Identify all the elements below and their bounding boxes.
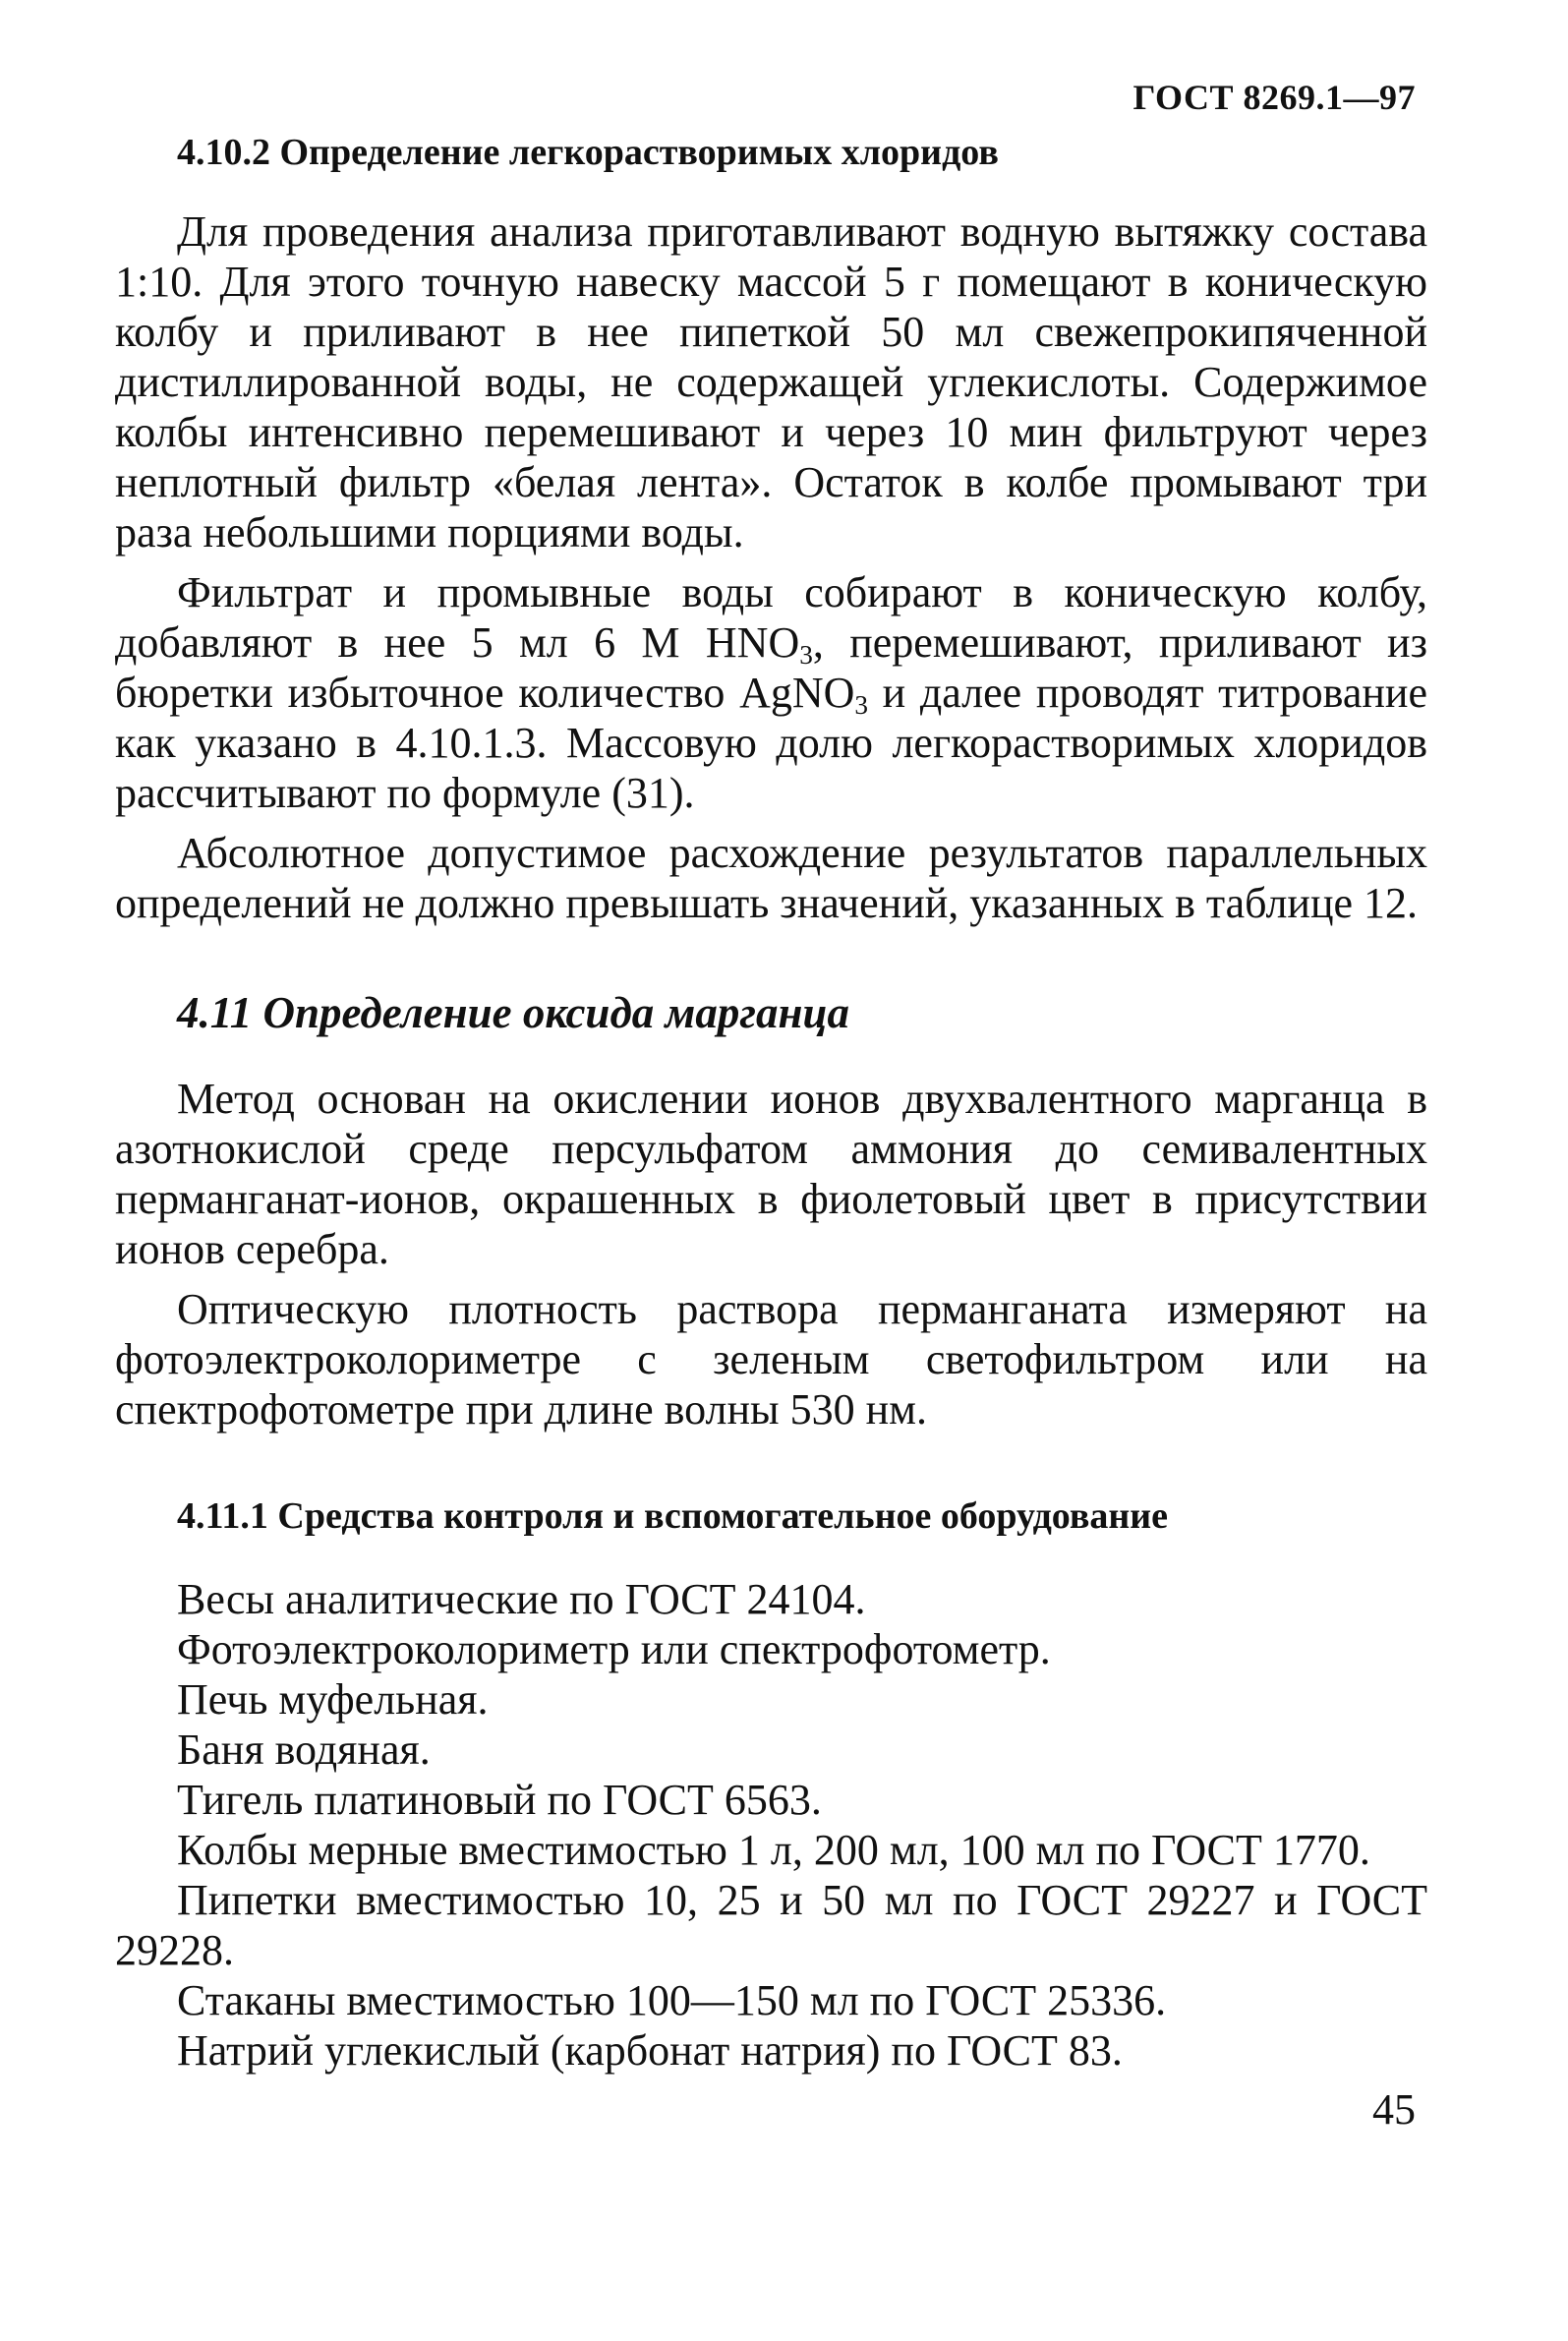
paragraph-tolerance: Абсолютное допустимое расхождение результатов параллельных определений не должно превышать значений, указанных в таблице 12. <box>115 829 1427 927</box>
list-item: Весы аналитические по ГОСТ 24104. <box>177 1575 866 1623</box>
paragraph-extraction-procedure: Для проведения анализа приготавливают водную вытяжку состава 1:10. Для этого точную навеску массой 5 г помещают в коническую колбу и приливают в нее пипеткой 50 мл свежепрокипяченной дистиллированной воды, не содержащей углекислоты. Содержимое колбы интенсивно перемешивают и через 10 мин фильтруют через неплотный фильтр «белая лента». Остаток в колбе промывают три раза небольшими порциями воды. <box>115 207 1427 556</box>
text-fragment: , перемешивают, приливают из бюретки избыточное количество AgNO <box>115 618 1427 717</box>
equipment-list <box>115 1574 1427 2076</box>
list-item: Натрий углекислый (карбонат натрия) по ГОСТ 83. <box>177 2026 1123 2075</box>
subscript: 3 <box>854 689 869 720</box>
list-item: Колбы мерные вместимостью 1 л, 200 мл, 100 мл по ГОСТ 1770. <box>177 1826 1370 1874</box>
list-item: Пипетки вместимостью 10, 25 и 50 мл по ГОСТ 29227 и ГОСТ 29228. <box>115 1876 1427 1974</box>
paragraph-method: Метод основан на окислении ионов двухвалентного марганца в азотнокислой среде персульфатом аммония до семивалентных перманганат-ионов, окрашенных в фиолетовый цвет в присутствии ионов серебра. <box>115 1075 1427 1273</box>
list-item: Тигель платиновый по ГОСТ 6563. <box>177 1776 822 1824</box>
page-number: 45 <box>1372 2085 1416 2134</box>
subscript: 3 <box>799 639 813 670</box>
text-fragment: Фильтрат и промывные воды собирают в коническую колбу, добавляют в нее 5 мл 6 М HNO <box>115 568 1427 667</box>
paragraph-optical-density: Оптическую плотность раствора перманганата измеряют на фотоэлектроколориметре с зеленым светофильтром или на спектрофотометре при длине волны 530 нм. <box>115 1285 1427 1434</box>
section-heading-4-11: 4.11 Определение оксида марганца <box>177 988 849 1037</box>
paragraph-filtrate-titration <box>115 567 1427 818</box>
list-item: Баня водяная. <box>177 1726 431 1774</box>
list-item: Стаканы вместимостью 100—150 мл по ГОСТ 25336. <box>177 1976 1167 2024</box>
list-item: Печь муфельная. <box>177 1675 489 1724</box>
list-item: Фотоэлектроколориметр или спектрофотометр. <box>177 1625 1051 1673</box>
document-id-header: ГОСТ 8269.1—97 <box>1132 78 1416 117</box>
text-fragment: и далее проводят титрование как указано в 4.10.1.3. Массовую долю легкорастворимых хлоридов рассчитывают по формуле (31). <box>115 669 1427 817</box>
section-heading-4-10-2: 4.10.2 Определение легкорастворимых хлоридов <box>177 132 999 173</box>
section-heading-4-11-1: 4.11.1 Средства контроля и вспомогательное оборудование <box>177 1495 1169 1537</box>
page-content <box>115 128 1427 2076</box>
